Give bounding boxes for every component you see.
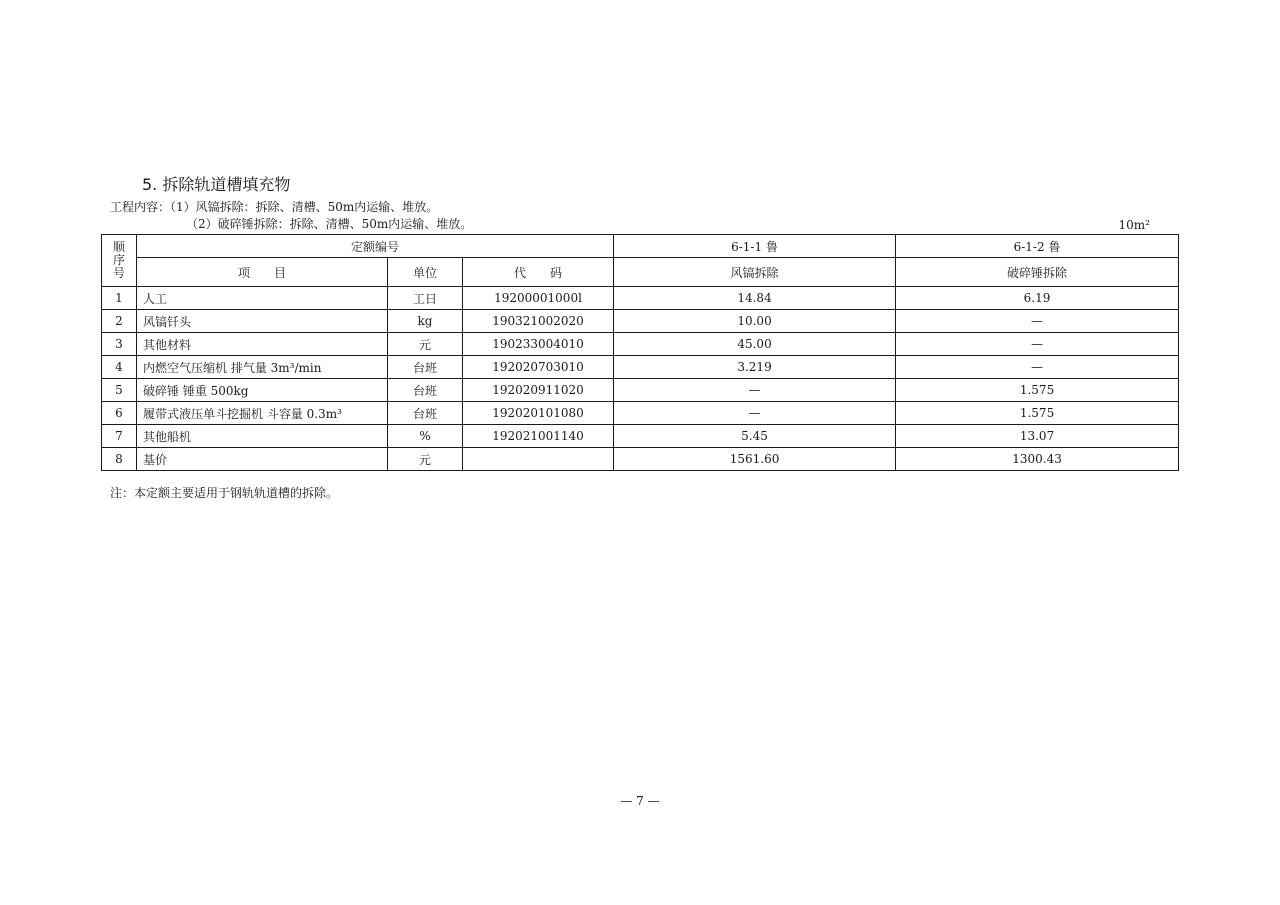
- row-seq: 1: [102, 287, 137, 310]
- row-value-2: 6.19: [896, 287, 1179, 310]
- row-code: 190321002020: [463, 310, 614, 333]
- quota-table: [101, 234, 1179, 471]
- table-row: [102, 333, 1179, 356]
- row-unit: 台班: [388, 379, 463, 402]
- work-content: [110, 199, 472, 233]
- row-value-2: —: [896, 333, 1179, 356]
- table-row: [102, 448, 1179, 471]
- row-value-1: 3.219: [614, 356, 896, 379]
- row-unit: 工日: [388, 287, 463, 310]
- row-seq: 5: [102, 379, 137, 402]
- row-value-1: 10.00: [614, 310, 896, 333]
- section-title: 5. 拆除轨道槽填充物: [142, 175, 291, 194]
- quota-code-2: 6-1-2 鲁: [896, 235, 1179, 258]
- code-header: 代 码: [463, 258, 614, 287]
- seq-header-label: 顺序号: [113, 240, 126, 280]
- row-seq: 7: [102, 425, 137, 448]
- row-code: 190233004010: [463, 333, 614, 356]
- row-code: 192020911020: [463, 379, 614, 402]
- item-header: 项 目: [137, 258, 388, 287]
- row-seq: 4: [102, 356, 137, 379]
- seq-header: [102, 235, 137, 287]
- row-code: 192020101080: [463, 402, 614, 425]
- page-number: — 7 —: [620, 794, 660, 808]
- row-value-2: 1.575: [896, 379, 1179, 402]
- row-name: 基价: [137, 448, 388, 471]
- row-value-2: 13.07: [896, 425, 1179, 448]
- row-name: 履带式液压单斗挖掘机 斗容量 0.3m³: [137, 402, 388, 425]
- quota-header: 定额编号: [137, 235, 614, 258]
- work-content-line-1: 工程内容：（1）风镐拆除：拆除、清槽、50m内运输、堆放。: [110, 200, 439, 214]
- row-value-1: 45.00: [614, 333, 896, 356]
- row-unit: 元: [388, 448, 463, 471]
- method-1-header: 风镐拆除: [614, 258, 896, 287]
- row-code: 19200001000l: [463, 287, 614, 310]
- row-unit: 台班: [388, 402, 463, 425]
- row-name: 其他船机: [137, 425, 388, 448]
- table-row: [102, 402, 1179, 425]
- table-row: [102, 356, 1179, 379]
- row-name: 人工: [137, 287, 388, 310]
- row-value-1: 14.84: [614, 287, 896, 310]
- row-value-2: 1300.43: [896, 448, 1179, 471]
- row-unit: %: [388, 425, 463, 448]
- table-note: 注：本定额主要适用于钢轨轨道槽的拆除。: [110, 486, 339, 500]
- row-name: 其他材料: [137, 333, 388, 356]
- row-unit: kg: [388, 310, 463, 333]
- table-row: [102, 287, 1179, 310]
- row-value-1: —: [614, 402, 896, 425]
- quota-code-1: 6-1-1 鲁: [614, 235, 896, 258]
- row-value-2: —: [896, 310, 1179, 333]
- header-row-columns: [102, 258, 1179, 287]
- row-value-1: 1561.60: [614, 448, 896, 471]
- row-unit: 元: [388, 333, 463, 356]
- row-seq: 8: [102, 448, 137, 471]
- row-seq: 3: [102, 333, 137, 356]
- table-row: [102, 379, 1179, 402]
- row-unit: 台班: [388, 356, 463, 379]
- unit-header: 单位: [388, 258, 463, 287]
- method-2-header: 破碎锤拆除: [896, 258, 1179, 287]
- table-row: [102, 310, 1179, 333]
- row-seq: 6: [102, 402, 137, 425]
- row-name: 内燃空气压缩机 排气量 3m³/min: [137, 356, 388, 379]
- row-value-1: —: [614, 379, 896, 402]
- work-content-line-2: （2）破碎锤拆除：拆除、清槽、50m内运输、堆放。: [186, 217, 473, 231]
- row-name: 破碎锤 锤重 500kg: [137, 379, 388, 402]
- row-value-2: —: [896, 356, 1179, 379]
- row-value-2: 1.575: [896, 402, 1179, 425]
- row-code: [463, 448, 614, 471]
- measurement-unit: 10m²: [1118, 218, 1150, 232]
- row-seq: 2: [102, 310, 137, 333]
- row-code: 192021001140: [463, 425, 614, 448]
- header-row-quota: [102, 235, 1179, 258]
- row-value-1: 5.45: [614, 425, 896, 448]
- row-name: 风镐钎头: [137, 310, 388, 333]
- row-code: 192020703010: [463, 356, 614, 379]
- table-row: [102, 425, 1179, 448]
